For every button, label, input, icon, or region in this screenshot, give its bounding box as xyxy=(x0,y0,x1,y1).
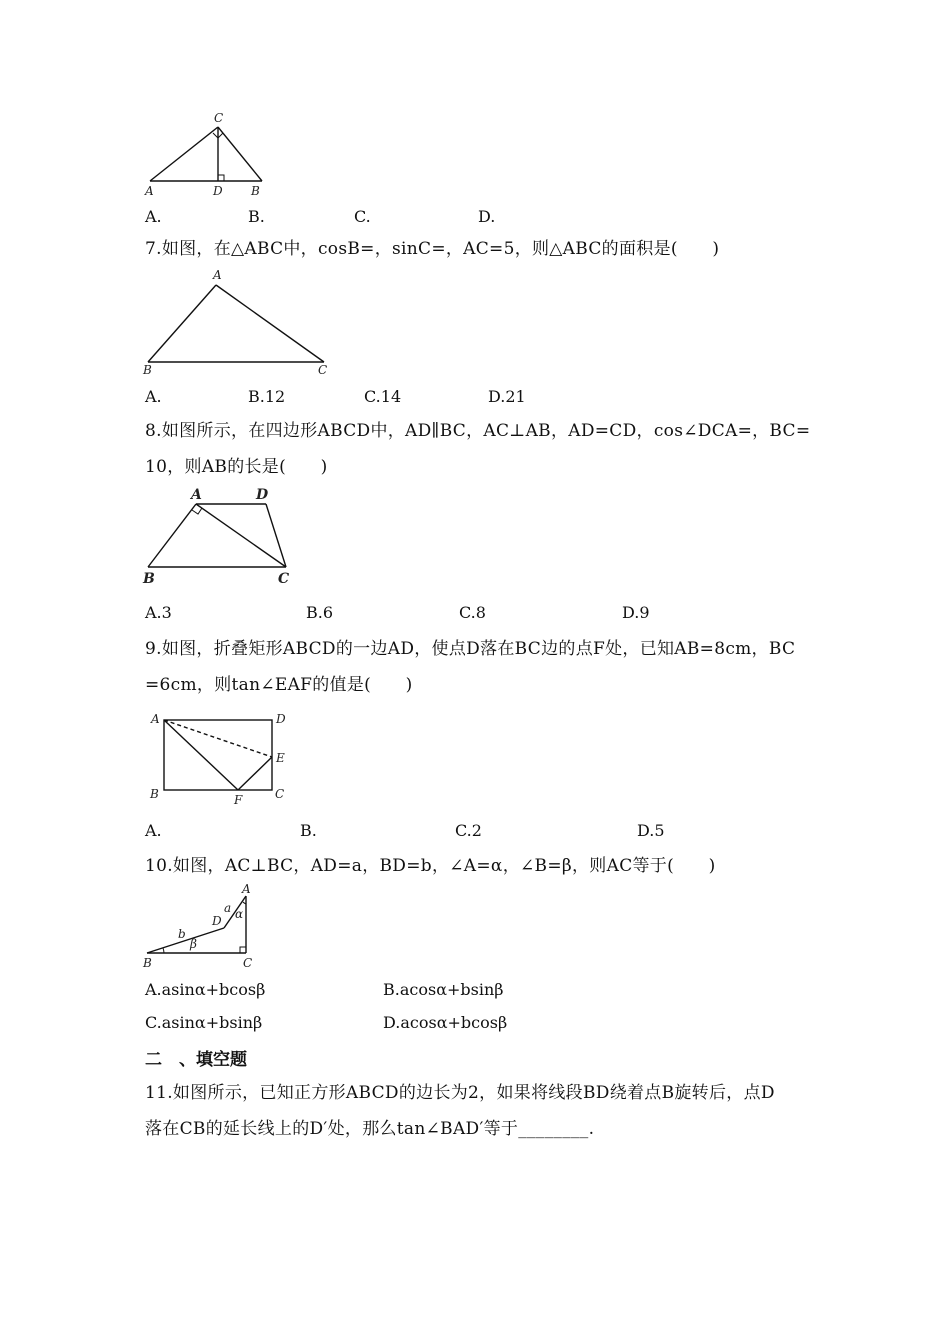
q10-option-a: A.asinα+bcosβ xyxy=(145,980,266,999)
q9-label-B: B xyxy=(150,787,159,801)
q9-stem-line1: 9.如图，折叠矩形ABCD的一边AD，使点D落在BC边的点F处，已知AB=8cm，BC xyxy=(145,639,796,659)
q8-label-C: C xyxy=(278,571,290,587)
q9-label-F: F xyxy=(234,793,243,807)
q8-option-c: C.8 xyxy=(459,603,486,622)
q10-label-B: B xyxy=(143,956,152,970)
q10-label-a: a xyxy=(224,901,232,915)
label-D: D xyxy=(213,184,223,198)
q8-stem-line1: 8.如图所示，在四边形ABCD中，AD∥BC，AC⊥AB，AD=CD，cos∠DCA=，BC= xyxy=(145,421,811,441)
q9-label-C: C xyxy=(275,787,285,801)
label-B: B xyxy=(251,184,260,198)
q10-label-D: D xyxy=(212,914,222,928)
label-A: A xyxy=(145,184,154,198)
q7-option-d: D.21 xyxy=(488,387,526,406)
q9-option-c: C.2 xyxy=(455,821,482,840)
q10-option-d: D.acosα+bcosβ xyxy=(383,1013,508,1032)
q10-label-beta: β xyxy=(190,937,197,951)
label-C: C xyxy=(214,111,224,125)
q6-option-c: C. xyxy=(354,207,371,226)
q8-label-A: A xyxy=(191,487,202,503)
q7-option-b: B.12 xyxy=(248,387,286,406)
q9-label-A: A xyxy=(151,712,160,726)
q8-label-D: D xyxy=(256,487,269,503)
q6-option-b: B. xyxy=(248,207,265,226)
q7-label-C: C xyxy=(318,363,328,377)
q10-label-A: A xyxy=(242,882,251,896)
section-title-fill-blank: 二 、填空题 xyxy=(145,1050,247,1070)
q10-option-b: B.acosα+bsinβ xyxy=(383,980,504,999)
q11-line2: 落在CB的延长线上的D′处，那么tan∠BAD′等于________. xyxy=(145,1119,595,1139)
q9-stem-line2: =6cm，则tan∠EAF的值是( ) xyxy=(145,675,413,695)
q9-option-a: A. xyxy=(145,821,162,840)
q10-option-c: C.asinα+bsinβ xyxy=(145,1013,263,1032)
q7-stem: 7.如图，在△ABC中，cosB=，sinC=，AC=5，则△ABC的面积是( ) xyxy=(145,239,720,259)
q9-option-d: D.5 xyxy=(637,821,665,840)
q11-line1: 11.如图所示，已知正方形ABCD的边长为2，如果将线段BD绕着点B旋转后，点D xyxy=(145,1083,775,1103)
q7-option-a: A. xyxy=(145,387,162,406)
q8-label-B: B xyxy=(143,571,155,587)
q6-option-a: A. xyxy=(145,207,162,226)
q10-label-b: b xyxy=(178,927,186,941)
q7-option-c: C.14 xyxy=(364,387,402,406)
q9-option-b: B. xyxy=(300,821,317,840)
q10-stem: 10.如图，AC⊥BC，AD=a，BD=b，∠A=α，∠B=β，则AC等于( ) xyxy=(145,856,716,876)
q8-option-a: A.3 xyxy=(145,603,172,622)
q10-label-alpha: α xyxy=(235,907,244,921)
q7-label-A: A xyxy=(213,268,222,282)
q9-label-E: E xyxy=(276,751,285,765)
q8-stem-line2: 10，则AB的长是( ) xyxy=(145,457,328,477)
q7-label-B: B xyxy=(143,363,152,377)
q8-option-b: B.6 xyxy=(306,603,334,622)
q8-option-d: D.9 xyxy=(622,603,650,622)
q9-label-D: D xyxy=(276,712,286,726)
q6-option-d: D. xyxy=(478,207,496,226)
q10-label-C: C xyxy=(243,956,253,970)
